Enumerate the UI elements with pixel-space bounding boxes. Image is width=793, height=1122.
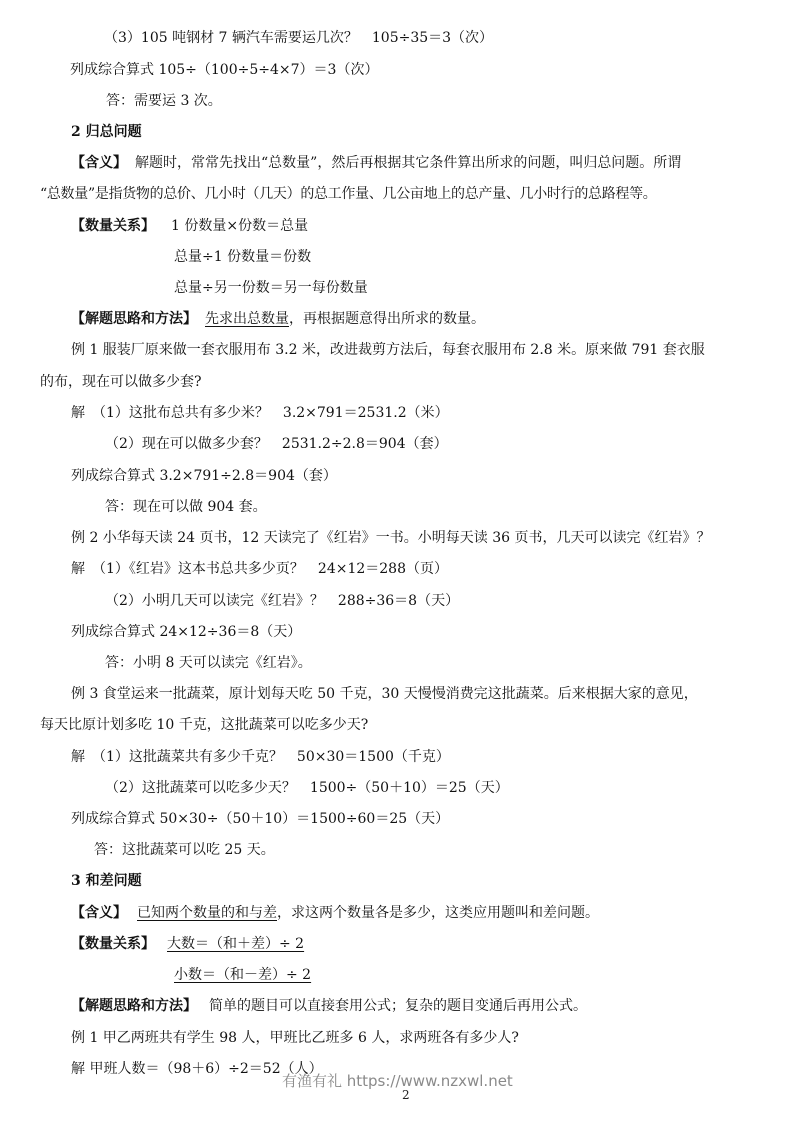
text-line: （3）105 吨钢材 7 辆汽车需要运几次？ 105÷35＝3（次） bbox=[104, 30, 494, 46]
text-line: 总量÷另一份数＝另一每份数量 bbox=[174, 280, 368, 296]
text-line: 解 （1）《红岩》这本书总共多少页？ 24×12＝288（页） bbox=[71, 561, 448, 577]
text-span: ，求这两个数量各是多少，这类应用题叫和差问题。 bbox=[277, 905, 599, 921]
text-line: 的布，现在可以做多少套? bbox=[40, 374, 202, 390]
text-line bbox=[71, 309, 485, 329]
text-line: （2）这批蔬菜可以吃多少天？ 1500÷（50＋10）＝25（天） bbox=[105, 780, 509, 796]
text-line bbox=[71, 996, 587, 1016]
section-heading: 3 和差问题 bbox=[71, 873, 142, 889]
text-line: 列成综合算式 50×30÷（50＋10）＝1500÷60＝25（天） bbox=[71, 811, 450, 827]
text-line: （2）现在可以做多少套？ 2531.2÷2.8＝904（套） bbox=[105, 436, 448, 452]
term-label: 【解题思路和方法】 bbox=[71, 311, 197, 327]
term-label: 【数量关系】 bbox=[71, 936, 155, 952]
text-line: 列成综合算式 3.2×791÷2.8＝904（套） bbox=[71, 468, 337, 484]
text-line: 答：小明 8 天可以读完《红岩》。 bbox=[105, 655, 312, 671]
text-line bbox=[71, 216, 308, 236]
text-span: ，再根据题意得出所求的数量。 bbox=[289, 311, 485, 327]
text-line: 例 1 甲乙两班共有学生 98 人，甲班比乙班多 6 人，求两班各有多少人? bbox=[71, 1030, 519, 1046]
text-line: 解 （1）这批蔬菜共有多少千克？ 50×30＝1500（千克） bbox=[71, 749, 450, 765]
text-line: 答：这批蔬菜可以吃 25 天。 bbox=[94, 842, 275, 858]
section-heading: 2 归总问题 bbox=[71, 124, 142, 140]
formula-big: 大数＝（和＋差）÷ 2 bbox=[167, 936, 305, 952]
text-line: 列成综合算式 105÷（100÷5÷4×7）＝3（次） bbox=[70, 62, 379, 78]
text-line: 例 1 服装厂原来做一套衣服用布 3.2 米，改进裁剪方法后，每套衣服用布 2.8 米。原来做 791 套衣服 bbox=[71, 342, 705, 358]
text-line: 答：现在可以做 904 套。 bbox=[105, 499, 267, 515]
term-label: 【数量关系】 bbox=[71, 218, 155, 234]
term-label: 【含义】 bbox=[71, 905, 127, 921]
text-line bbox=[174, 965, 311, 985]
text-line: 例 3 食堂运来一批蔬菜，原计划每天吃 50 千克，30 天慢慢消费完这批蔬菜。后来根据大家的意见， bbox=[71, 686, 698, 702]
text-line bbox=[71, 903, 599, 923]
underlined-text: 先求出总数量 bbox=[205, 311, 289, 327]
text-line: （2）小明几天可以读完《红岩》？ 288÷36＝8（天） bbox=[105, 593, 460, 609]
text-line: “总数量”是指货物的总价、几小时（几天）的总工作量、几公亩地上的总产量、几小时行的总路程等。 bbox=[40, 186, 657, 202]
formula-small: 小数＝（和－差）÷ 2 bbox=[174, 967, 312, 983]
text-span: 解题时，常常先找出“总数量”，然后再根据其它条件算出所求的问题，叫归总问题。所谓 bbox=[135, 155, 682, 171]
text-line: 解 （1）这批布总共有多少米？ 3.2×791＝2531.2（米） bbox=[71, 405, 449, 421]
page-number: 2 bbox=[402, 1088, 410, 1102]
text-line: 解 甲班人数＝（98＋6）÷2＝52（人） bbox=[71, 1061, 323, 1077]
text-span: 1 份数量×份数＝总量 bbox=[171, 218, 309, 234]
text-line bbox=[71, 934, 304, 954]
text-line: 列成综合算式 24×12÷36＝8（天） bbox=[71, 624, 302, 640]
text-line: 例 2 小华每天读 24 页书，12 天读完了《红岩》一书。小明每天读 36 页书，几天可以读完《红岩》？ bbox=[71, 530, 711, 546]
text-line: 答：需要运 3 次。 bbox=[106, 93, 222, 109]
text-line bbox=[71, 153, 681, 173]
text-line: 总量÷1 份数量＝份数 bbox=[174, 249, 312, 265]
term-label: 【含义】 bbox=[71, 155, 127, 171]
underlined-text: 已知两个数量的和与差 bbox=[137, 905, 277, 921]
term-label: 【解题思路和方法】 bbox=[71, 998, 197, 1014]
text-span: 简单的题目可以直接套用公式；复杂的题目变通后再用公式。 bbox=[209, 998, 587, 1014]
text-line: 每天比原计划多吃 10 千克，这批蔬菜可以吃多少天? bbox=[40, 717, 369, 733]
watermark: 有渔有礼 https://www.nzxwl.net bbox=[282, 1072, 513, 1090]
